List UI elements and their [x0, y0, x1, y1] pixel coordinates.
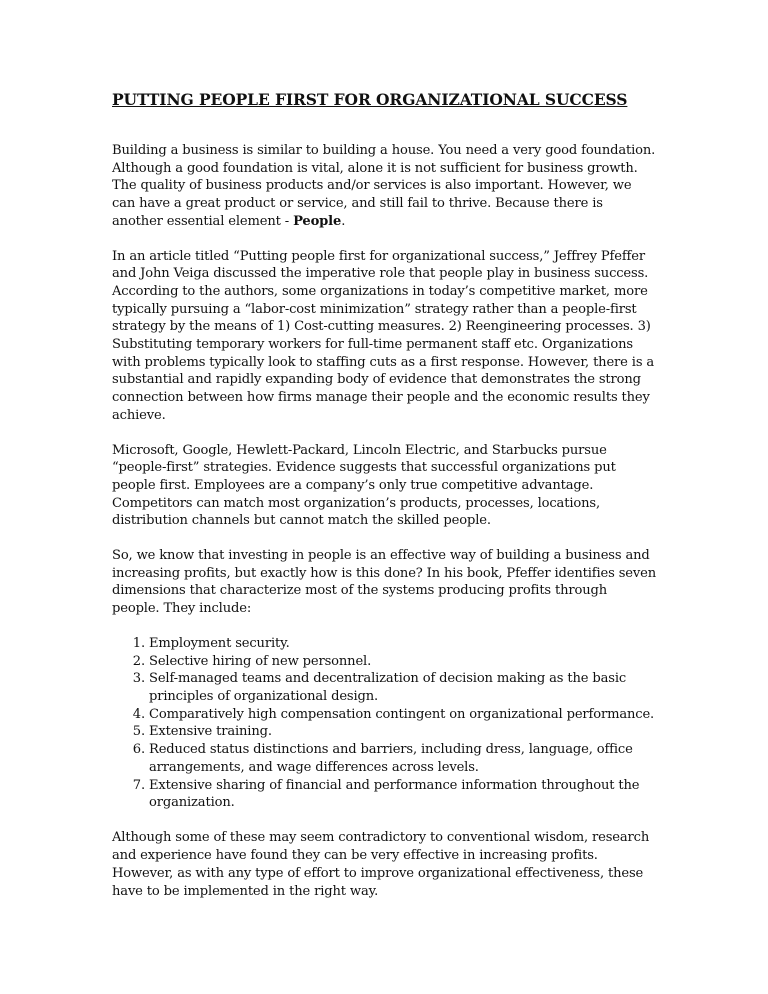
paragraph-conclusion: Although some of these may seem contradictory to conventional wisdom, research and experience have found they can be very effective in increasing profits. However, as with any type of effort to improve organizational effectiveness, these have to be implemented in the right way. — [112, 830, 650, 899]
list-item: 6. Reduced status distinctions and barriers, including dress, language, office arrangements, and wage differences across levels. — [149, 741, 657, 776]
document-page — [112, 90, 657, 917]
paragraph-intro-text: Building a business is similar to building a house. You need a very good foundation. Although a good foundation is vital, alone it is not sufficient for business growth. The quality of business products and/or services is also important. However, we can have a great product or service, and still fail to thrive. Because there is another essential element - — [112, 143, 656, 229]
document-title: PUTTING PEOPLE FIRST FOR ORGANIZATIONAL SUCCESS — [112, 90, 628, 109]
paragraph-dimensions: So, we know that investing in people is an effective way of building a business and increasing profits, but exactly how is this done? In his book, Pfeffer identifies seven dimensions that characterize most of the systems producing profits through people. They include: — [112, 548, 656, 617]
list-item: 1. Employment security. — [149, 635, 657, 653]
list-item: 7. Extensive sharing of financial and performance information throughout the organization. — [149, 777, 657, 812]
list-item: 5. Extensive training. — [149, 723, 657, 741]
paragraph-intro-end: . — [341, 213, 346, 229]
paragraph-companies: Microsoft, Google, Hewlett-Packard, Lincoln Electric, and Starbucks pursue “people-first” strategies. Evidence suggests that successful organizations put people first. Employees are a company’s only true competitive advantage. Competitors can match most organization’s products, processes, locations, distribution channels but cannot match the skilled people. — [112, 442, 616, 529]
paragraph-intro-bold: People — [293, 213, 342, 229]
dimensions-list — [112, 635, 657, 812]
list-item: 3. Self-managed teams and decentralization of decision making as the basic principles of organizational design. — [149, 670, 657, 705]
list-item: 4. Comparatively high compensation contingent on organizational performance. — [149, 706, 657, 724]
paragraph-intro — [112, 142, 657, 231]
list-item: 2. Selective hiring of new personnel. — [149, 653, 657, 671]
paragraph-article: In an article titled “Putting people first for organizational success,” Jeffrey Pfeffer and John Veiga discussed the imperative role that people play in business success. According to the authors, some organizations in today’s competitive market, more typically pursuing a “labor-cost minimization” strategy rather than a people-first strategy by the means of 1) Cost-cutting measures. 2) Reengineering processes. 3) Substituting temporary workers for full-time permanent staff etc. Organizations with problems typically look to staffing cuts as a first response. However, there is a substantial and rapidly expanding body of evidence that demonstrates the strong connection between how firms manage their people and the economic results they achieve. — [112, 248, 655, 423]
